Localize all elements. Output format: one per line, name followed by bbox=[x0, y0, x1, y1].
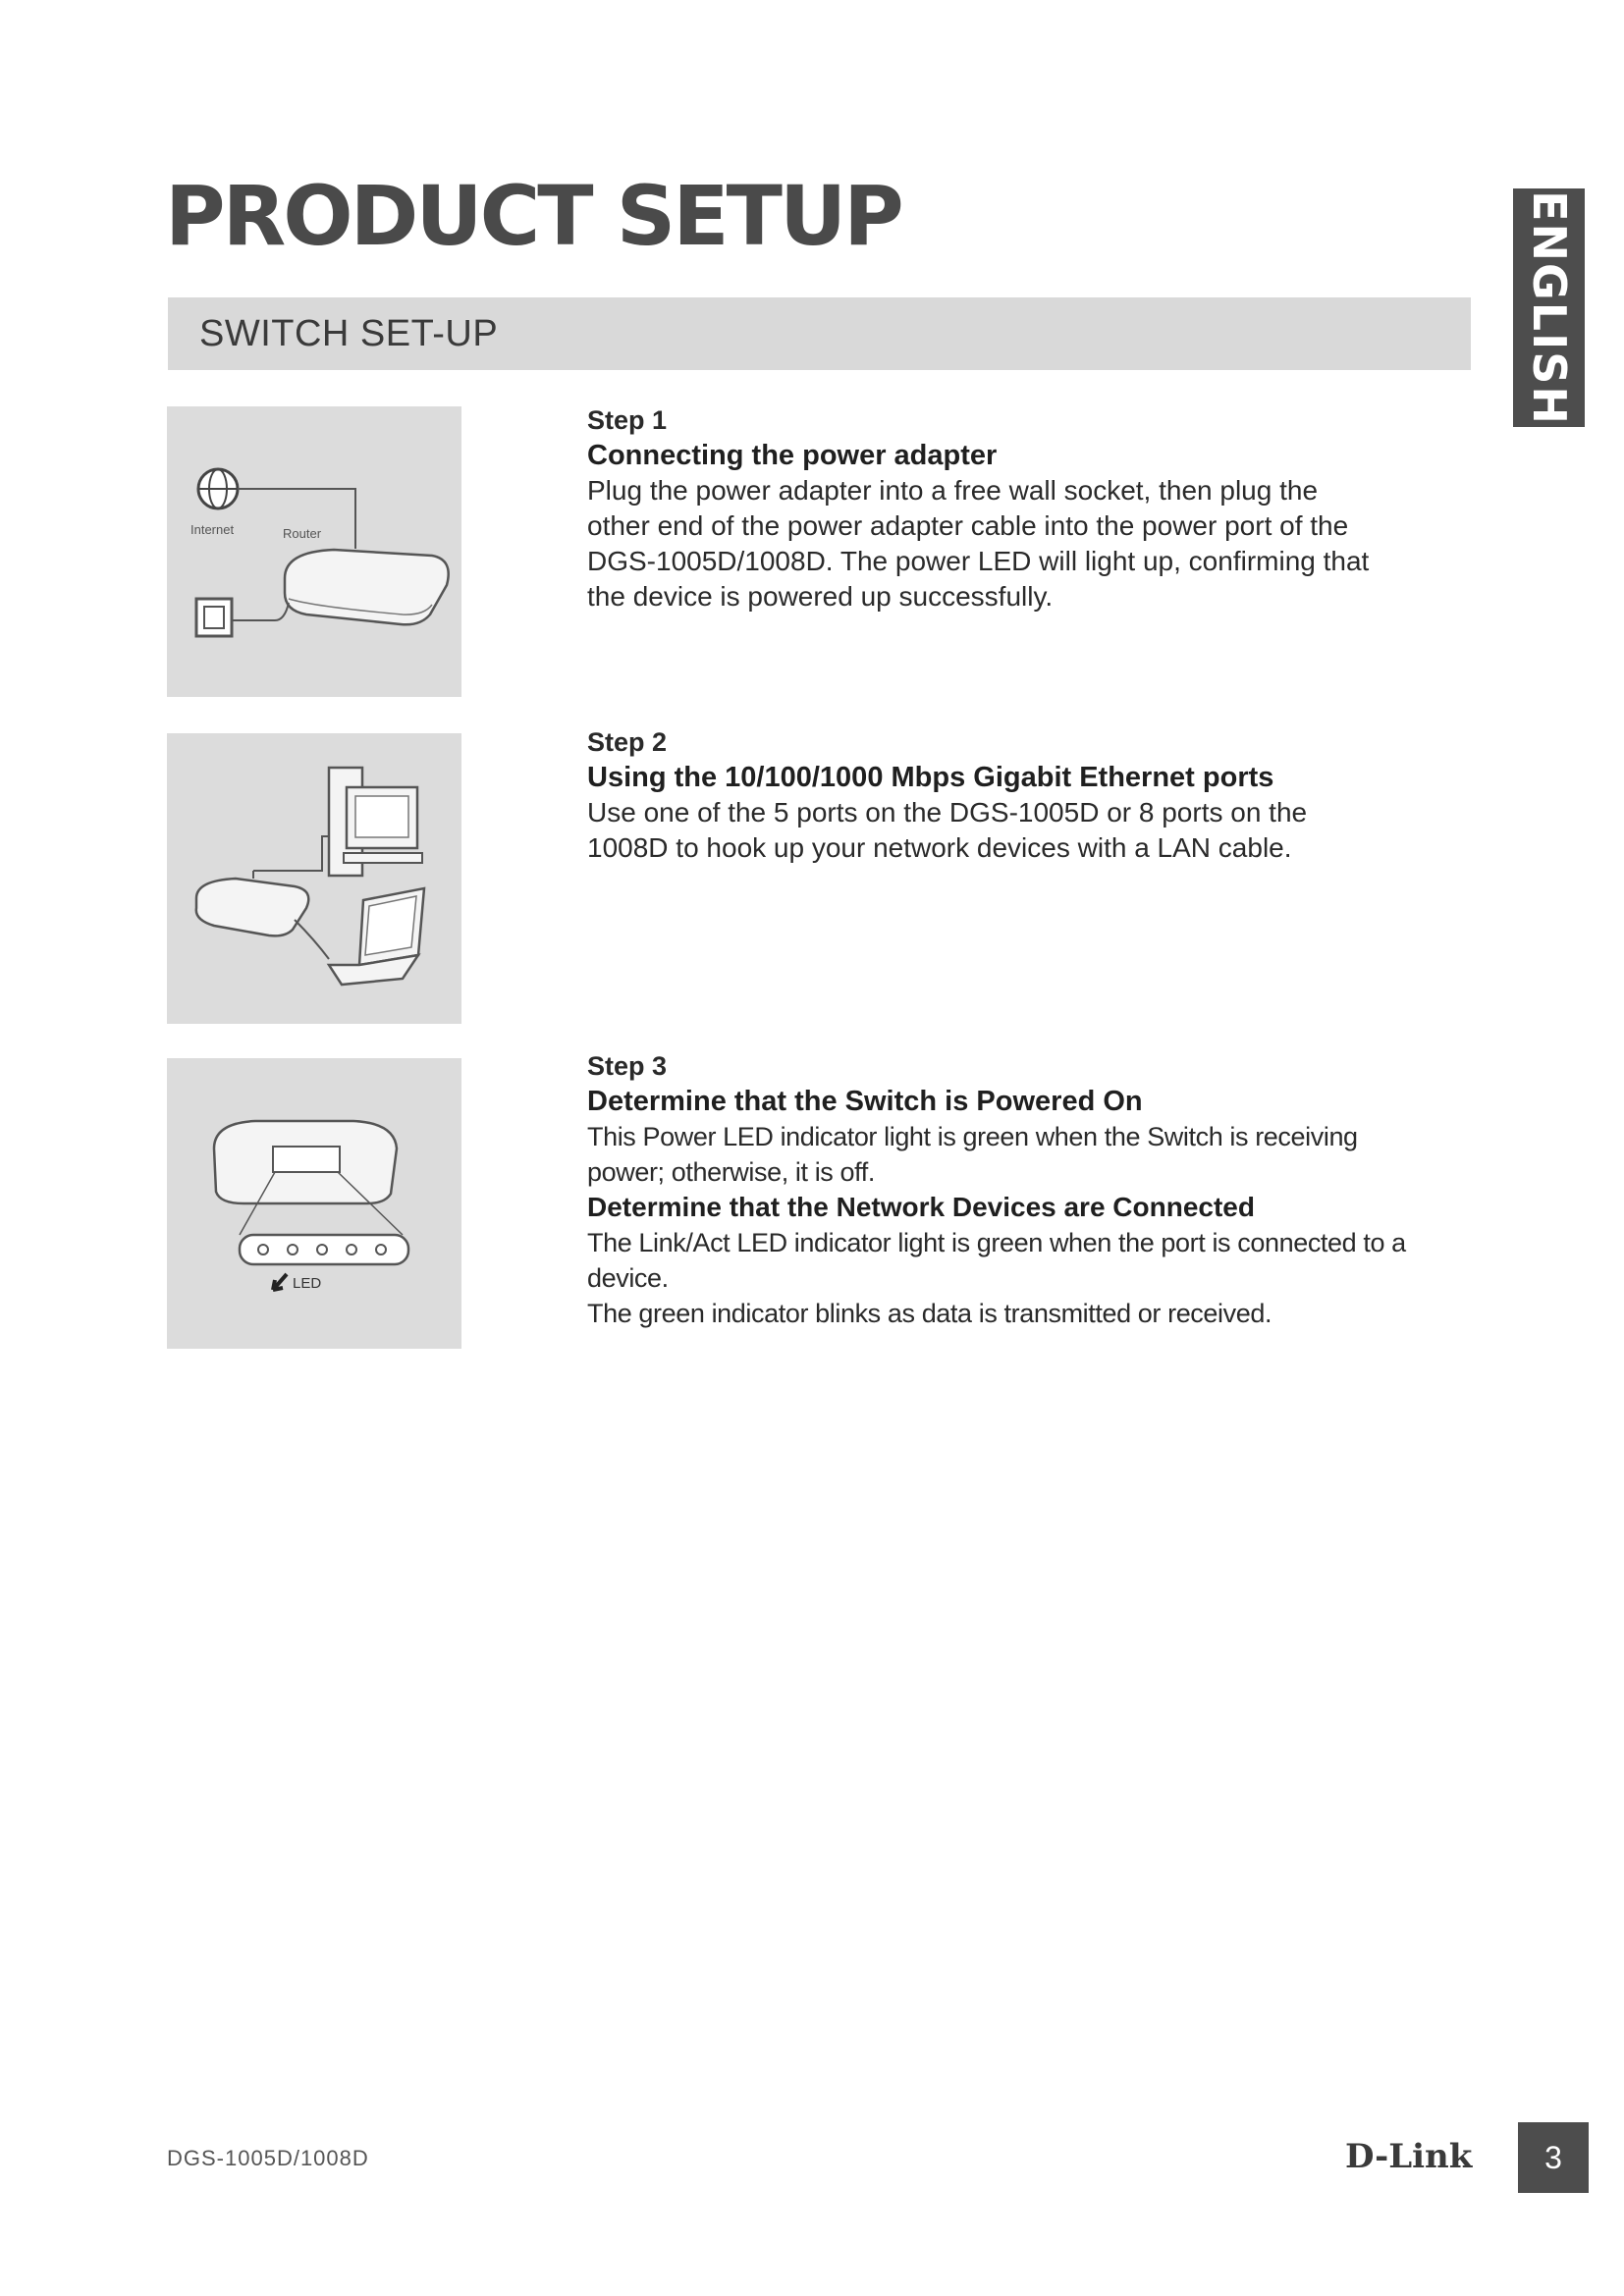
step-body bbox=[587, 795, 1490, 866]
arrow-icon bbox=[273, 1274, 287, 1290]
step-1 bbox=[587, 402, 1490, 614]
step-label: Step 3 bbox=[587, 1051, 668, 1081]
step-body bbox=[587, 473, 1490, 614]
language-tab bbox=[1513, 188, 1585, 427]
keyboard-icon bbox=[344, 853, 422, 863]
router-power-diagram bbox=[167, 406, 461, 697]
step-line: The Link/Act LED indicator light is green when the port is connected to a bbox=[587, 1228, 1406, 1257]
section-header bbox=[168, 297, 1471, 370]
dlink-logo: D-Link bbox=[1345, 2137, 1473, 2176]
step3-illustration bbox=[167, 1058, 461, 1349]
power-socket-icon bbox=[196, 599, 232, 636]
led-label: LED bbox=[293, 1275, 322, 1292]
step-heading: Determine that the Switch is Powered On bbox=[587, 1086, 1143, 1117]
step-2 bbox=[587, 724, 1490, 866]
page-number: 3 bbox=[1518, 2122, 1589, 2193]
step-heading: Connecting the power adapter bbox=[587, 440, 998, 471]
step-3 bbox=[587, 1048, 1490, 1331]
step-line: This Power LED indicator light is green when the Switch is receiving bbox=[587, 1122, 1358, 1151]
power-cable bbox=[232, 603, 289, 620]
step-label: Step 1 bbox=[587, 405, 668, 435]
step-line: other end of the power adapter cable into the power port of the bbox=[587, 510, 1349, 541]
internet-label: Internet bbox=[190, 522, 235, 537]
step-body-2 bbox=[587, 1225, 1490, 1331]
language-tab-label: ENGLISH bbox=[1522, 189, 1576, 426]
switch-led-diagram bbox=[167, 1058, 461, 1349]
step-line: device. bbox=[587, 1263, 669, 1293]
footer-model-number: DGS-1005D/1008D bbox=[167, 2146, 369, 2170]
step-line: power; otherwise, it is off. bbox=[587, 1157, 875, 1187]
step-label: Step 2 bbox=[587, 727, 668, 757]
step-subheading: Determine that the Network Devices are Connected bbox=[587, 1192, 1255, 1222]
desktop-cable bbox=[253, 836, 329, 871]
step-line: DGS-1005D/1008D. The power LED will light up, confirming that bbox=[587, 546, 1370, 576]
switch-network-diagram bbox=[167, 733, 461, 1024]
router-body bbox=[285, 550, 449, 624]
step-line: 1008D to hook up your network devices with a LAN cable. bbox=[587, 832, 1292, 863]
led-indicator bbox=[376, 1245, 386, 1255]
switch-body bbox=[196, 879, 308, 935]
monitor-screen bbox=[355, 796, 408, 837]
led-indicator bbox=[347, 1245, 356, 1255]
router-label: Router bbox=[283, 526, 322, 541]
section-title: SWITCH SET-UP bbox=[199, 313, 499, 354]
led-indicator bbox=[288, 1245, 298, 1255]
step-heading: Using the 10/100/1000 Mbps Gigabit Ethernet ports bbox=[587, 762, 1274, 793]
step2-illustration bbox=[167, 733, 461, 1024]
page-title: PRODUCT SETUP bbox=[165, 168, 901, 264]
laptop-display bbox=[365, 896, 416, 955]
step-line: Plug the power adapter into a free wall socket, then plug the bbox=[587, 475, 1319, 506]
led-panel bbox=[273, 1147, 340, 1172]
step-line: Use one of the 5 ports on the DGS-1005D or 8 ports on the bbox=[587, 797, 1308, 828]
led-indicator bbox=[317, 1245, 327, 1255]
led-indicator bbox=[258, 1245, 268, 1255]
step-line: The green indicator blinks as data is transmitted or received. bbox=[587, 1299, 1272, 1328]
laptop-cable bbox=[295, 920, 329, 959]
step-body bbox=[587, 1119, 1490, 1190]
step-line: the device is powered up successfully. bbox=[587, 581, 1054, 612]
step1-illustration bbox=[167, 406, 461, 697]
